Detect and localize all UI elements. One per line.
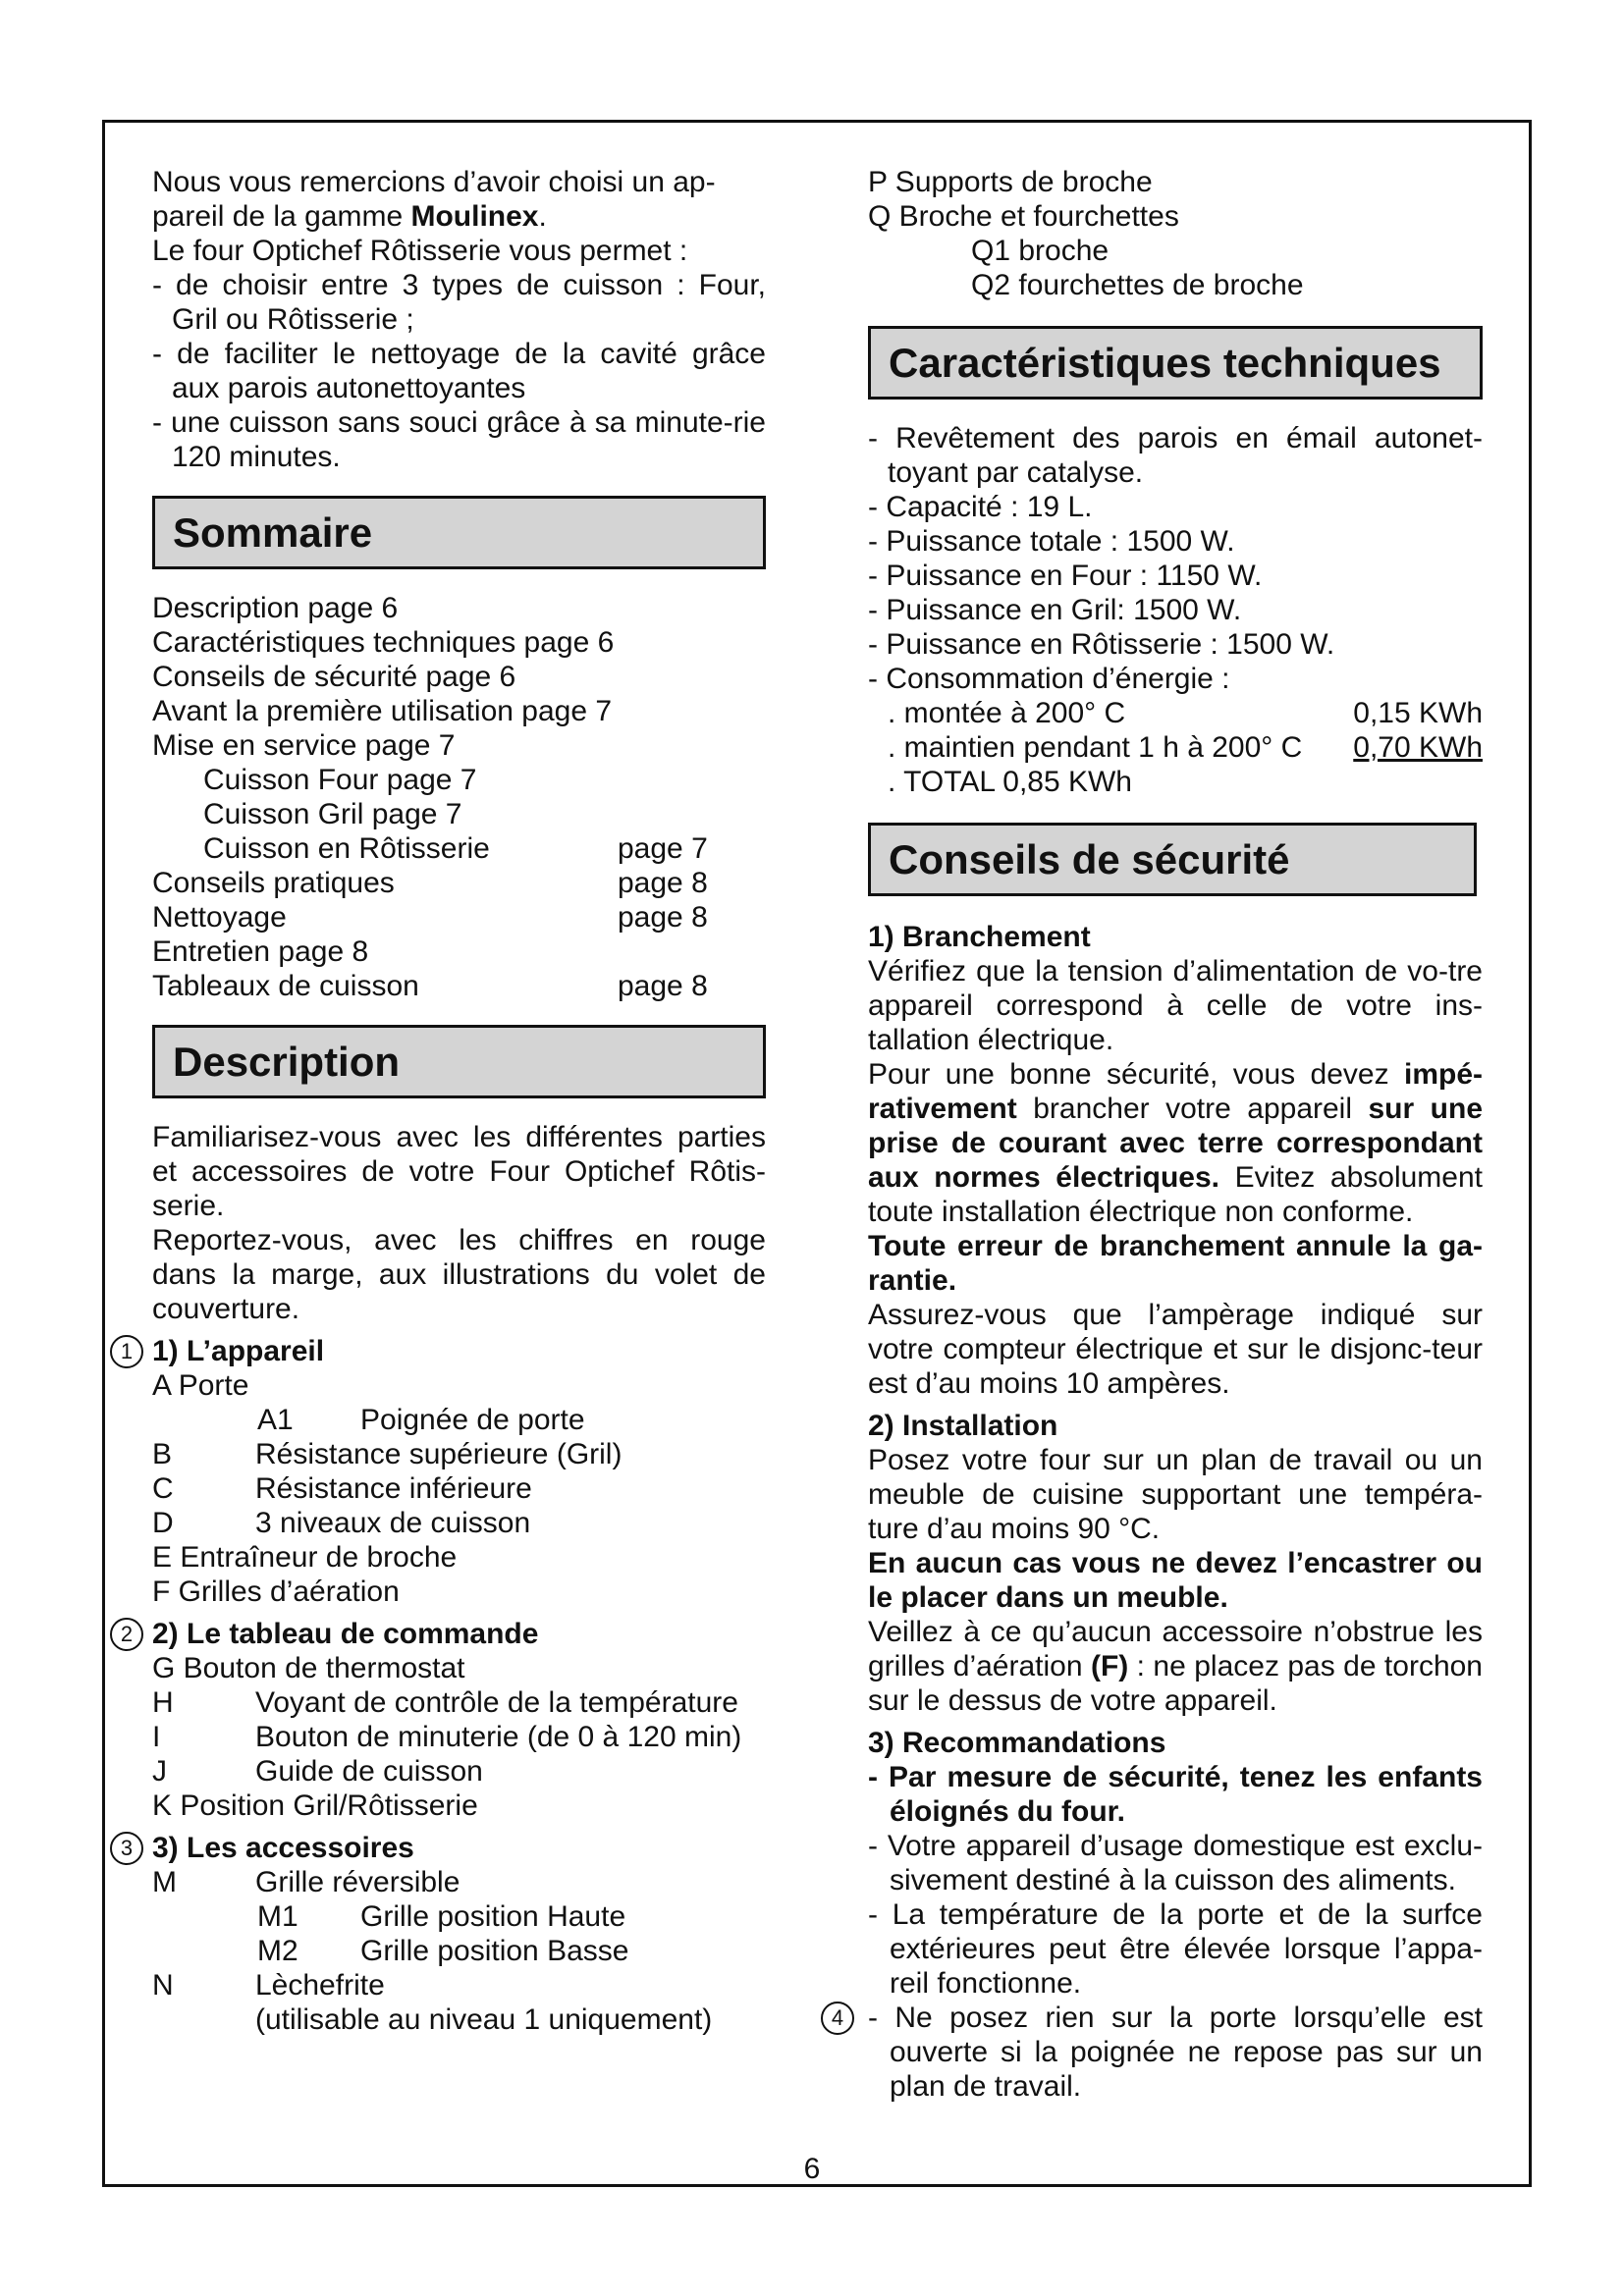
toc-item <box>152 934 766 969</box>
branchement-para-2 <box>868 1057 1483 1229</box>
toc-item <box>152 694 766 728</box>
toc-item-label: Avant la première utilisation page 7 <box>152 695 613 727</box>
definition-key: J <box>152 1755 167 1788</box>
toc-item-label: Conseils de sécurité page 6 <box>152 661 516 693</box>
intro-line-1: Nous vous remercions d’avoir choisi un ap- <box>152 166 716 198</box>
intro-line-2-end: . <box>538 200 547 233</box>
item-m2-key: M2 <box>257 1935 298 1967</box>
branchement-para-4: Assurez-vous que l’ampèrage indiqué sur votre compteur électrique et sur le disjonc-teur est d’au moins 10 ampères. <box>868 1299 1483 1400</box>
marker-1-icon: 1 <box>110 1335 143 1368</box>
spec-item: - Capacité : 19 L. <box>868 491 1093 523</box>
toc-item-label: Caractéristiques techniques page 6 <box>152 626 615 659</box>
toc-item-page: page 8 <box>618 867 708 899</box>
intro <box>152 165 766 474</box>
left-column <box>120 165 766 2037</box>
tableau-rows <box>152 1685 766 1789</box>
intro-bullet-2: - de faciliter le nettoyage de la cavité grâce aux parois autonettoyantes <box>152 338 766 404</box>
accessories-continued <box>868 165 1483 302</box>
consumption-row-2 <box>868 730 1483 765</box>
item-m2 <box>152 1934 766 1968</box>
item-e: E Entraîneur de broche <box>152 1541 458 1574</box>
intro-bullet-1: - de choisir entre 3 types de cuisson : Four, Gril ou Rôtisserie ; <box>152 269 766 336</box>
intro-bullet-3: - une cuisson sans souci grâce à sa minute-rie 120 minutes. <box>152 406 766 473</box>
item-n-note: (utilisable au niveau 1 uniquement) <box>255 2003 713 2036</box>
intro-line-3: Le four Optichef Rôtisserie vous permet : <box>152 235 688 267</box>
item-m <box>152 1865 766 1899</box>
installation-p3-b: (F) <box>1090 1650 1129 1682</box>
item-q2: Q2 fourchettes de broche <box>971 269 1304 301</box>
installation-para-1: Posez votre four sur un plan de travail ou un meuble de cuisine supportant une tempéra-ture d’au moins 90 °C. <box>868 1444 1483 1545</box>
toc-item <box>152 728 766 763</box>
section-appareil-title: 1) L’appareil <box>152 1335 325 1367</box>
installation-warning: En aucun cas vous ne devez l’encastrer ou le placer dans un meuble. <box>868 1547 1483 1614</box>
item-p: P Supports de broche <box>868 166 1153 198</box>
toc-item-label: Cuisson Gril page 7 <box>203 798 462 830</box>
section-accessoires-title: 3) Les accessoires <box>152 1832 414 1864</box>
consumption-title: - Consommation d’énergie : <box>868 663 1230 695</box>
item-m1 <box>152 1899 766 1934</box>
definition-key: C <box>152 1472 174 1505</box>
consumption-row-1 <box>868 696 1483 730</box>
toc-item-label: Description page 6 <box>152 592 399 624</box>
toc-item-page: page 8 <box>618 901 708 934</box>
item-f: F Grilles d’aération <box>152 1575 400 1608</box>
section-tableau <box>120 1617 766 1823</box>
branchement-title: 1) Branchement <box>868 921 1091 953</box>
toc-item-label: Nettoyage <box>152 901 287 934</box>
definition-key: I <box>152 1721 161 1753</box>
definition-value: Bouton de minuterie (de 0 à 120 min) <box>255 1721 742 1753</box>
description-para-1: Familiarisez-vous avec les différentes parties et accessoires de votre Four Optichef Rôtis-serie. <box>152 1121 766 1222</box>
installation-para-3 <box>868 1615 1483 1718</box>
item-m-key: M <box>152 1866 177 1898</box>
spec-list <box>868 421 1483 662</box>
recommandation-4: - Ne posez rien sur la porte lorsqu’elle est ouverte si la poignée ne repose pas sur un plan de travail. <box>868 2002 1483 2103</box>
appareil-rows <box>152 1437 766 1540</box>
item-q1: Q1 broche <box>971 235 1110 267</box>
toc-item <box>152 797 766 831</box>
spec-item: - Revêtement des parois en émail autonet-toyant par catalyse. <box>868 422 1483 489</box>
section-tableau-title: 2) Le tableau de commande <box>152 1618 539 1650</box>
item-m2-value: Grille position Basse <box>360 1935 629 1967</box>
recommandation-4-wrap <box>831 2001 1483 2104</box>
marker-2-icon: 2 <box>110 1618 143 1651</box>
item-g: G Bouton de thermostat <box>152 1652 465 1684</box>
consumption-1-value: 0,15 KWh <box>1353 697 1483 729</box>
toc-item <box>152 625 766 660</box>
consumption-2-label: . maintien pendant 1 h à 200° C <box>888 731 1303 764</box>
conseils-body <box>831 920 1483 2104</box>
section-appareil <box>120 1334 766 1609</box>
description-body <box>120 1120 766 2037</box>
branchement-p2-a: Pour une bonne sécurité, vous devez <box>868 1058 1404 1091</box>
section-accessoires <box>120 1831 766 2037</box>
intro-line-2-text: pareil de la gamme <box>152 200 411 233</box>
toc-item <box>152 900 766 934</box>
item-a1-key: A1 <box>257 1404 294 1436</box>
caracteristiques-heading: Caractéristiques techniques <box>868 326 1483 400</box>
definition-key: D <box>152 1507 174 1539</box>
item-n-key: N <box>152 1969 174 2002</box>
item-m-value: Grille réversible <box>255 1866 460 1898</box>
toc-item <box>152 591 766 625</box>
toc-item <box>152 660 766 694</box>
definition-row <box>152 1437 766 1471</box>
page-number: 6 <box>803 2153 821 2185</box>
toc-item <box>152 831 766 866</box>
brand-name: Moulinex <box>410 200 539 233</box>
description-para-2: Reportez-vous, avec les chiffres en rouge dans la marge, aux illustrations du volet de couverture. <box>152 1224 766 1325</box>
definition-value: Résistance inférieure <box>255 1472 532 1505</box>
item-m1-key: M1 <box>257 1900 298 1933</box>
sommaire-heading: Sommaire <box>152 496 766 569</box>
consumption-1-label: . montée à 200° C <box>888 697 1126 729</box>
definition-key: H <box>152 1686 174 1719</box>
spec-item: - Puissance en Four : 1150 W. <box>868 560 1263 592</box>
consumption-2-value: 0,70 KWh <box>1353 731 1483 764</box>
intro-line-2 <box>152 199 766 234</box>
item-a1 <box>152 1403 766 1437</box>
branchement-p2-c: brancher votre appareil <box>1016 1093 1369 1125</box>
definition-value: 3 niveaux de cuisson <box>255 1507 531 1539</box>
definition-value: Résistance supérieure (Gril) <box>255 1438 623 1470</box>
item-a1-value: Poignée de porte <box>360 1404 585 1436</box>
caracteristiques-body <box>868 421 1483 799</box>
definition-value: Voyant de contrôle de la température <box>255 1686 738 1719</box>
definition-row <box>152 1506 766 1540</box>
toc-item <box>152 866 766 900</box>
toc-item-label: Cuisson en Rôtisserie <box>203 832 490 865</box>
spec-item: - Puissance en Gril: 1500 W. <box>868 594 1242 626</box>
item-n-value: Lèchefrite <box>255 1969 385 2002</box>
toc-item-label: Cuisson Four page 7 <box>203 764 477 796</box>
consumption-total: . TOTAL 0,85 KWh <box>888 766 1132 798</box>
spec-item: - Puissance totale : 1500 W. <box>868 525 1235 558</box>
branchement-para-1: Vérifiez que la tension d’alimentation de vo-tre appareil correspond à celle de votre ins-tallation électrique. <box>868 955 1483 1056</box>
item-q: Q Broche et fourchettes <box>868 200 1179 233</box>
item-a-porte: A Porte <box>152 1369 249 1402</box>
definition-row <box>152 1471 766 1506</box>
definition-row <box>152 1754 766 1789</box>
definition-key: B <box>152 1438 173 1470</box>
toc-item-label: Mise en service page 7 <box>152 729 456 762</box>
right-column <box>831 165 1483 2104</box>
branchement-p2-d: sur une prise de courant avec terre correspondant aux normes électriques. <box>868 1093 1483 1194</box>
branchement-warning: Toute erreur de branchement annule la ga-rantie. <box>868 1230 1483 1297</box>
toc-item-label: Tableaux de cuisson <box>152 970 419 1002</box>
recommandation-1: - Par mesure de sécurité, tenez les enfants éloignés du four. <box>868 1761 1483 1828</box>
table-of-contents <box>152 591 766 1003</box>
item-n <box>152 1968 766 2002</box>
item-k: K Position Gril/Rôtisserie <box>152 1789 478 1822</box>
installation-p3-c: : ne placez pas de torchon sur le dessus de votre appareil. <box>868 1650 1483 1717</box>
definition-value: Guide de cuisson <box>255 1755 483 1788</box>
toc-item-page: page 7 <box>618 832 708 865</box>
definition-row <box>152 1720 766 1754</box>
conseils-heading: Conseils de sécurité <box>868 823 1477 896</box>
description-heading: Description <box>152 1025 766 1098</box>
toc-item <box>152 969 766 1003</box>
toc-item <box>152 763 766 797</box>
recommandation-3: - La température de la porte et de la surfce extérieures peut être élevée lorsque l’appa-reil fonctionne. <box>868 1898 1483 2000</box>
toc-item-label: Conseils pratiques <box>152 867 395 899</box>
installation-title: 2) Installation <box>868 1410 1058 1442</box>
definition-row <box>152 1685 766 1720</box>
toc-item-label: Entretien page 8 <box>152 935 369 968</box>
spec-item: - Puissance en Rôtisserie : 1500 W. <box>868 628 1335 661</box>
branchement-p2-e: Evitez absolument toute installation électrique non conforme. <box>868 1161 1483 1228</box>
branchement-p2-b: impé-rativement <box>868 1058 1483 1125</box>
recommandation-2: - Votre appareil d’usage domestique est exclu-sivement destiné à la cuisson des aliments. <box>868 1830 1483 1896</box>
marker-3-icon: 3 <box>110 1832 143 1865</box>
recommandations-title: 3) Recommandations <box>868 1727 1166 1759</box>
item-m1-value: Grille position Haute <box>360 1900 626 1933</box>
toc-item-page: page 8 <box>618 970 708 1002</box>
marker-4-icon: 4 <box>821 2002 854 2035</box>
installation-p3-a: Veillez à ce qu’aucun accessoire n’obstrue les grilles d’aération <box>868 1616 1483 1682</box>
